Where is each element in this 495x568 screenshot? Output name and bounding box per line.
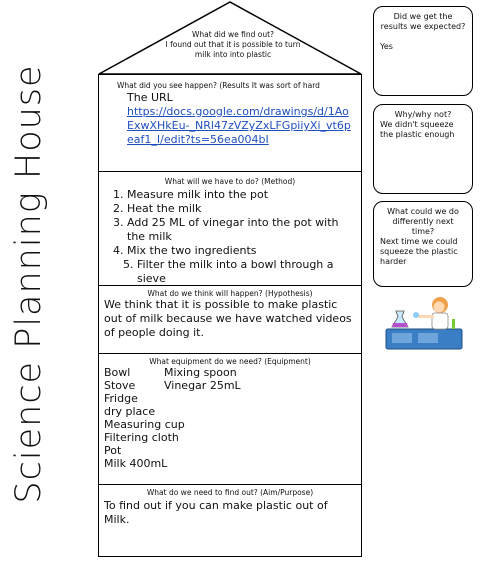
expected-box bbox=[373, 6, 473, 96]
page-title-vertical bbox=[0, 0, 58, 568]
equipment-item: Pot bbox=[104, 444, 122, 457]
roof-question: What did we find out? bbox=[191, 30, 275, 39]
why-question: Why/why not? bbox=[394, 110, 452, 119]
expected-answer: Yes bbox=[380, 42, 393, 51]
why-box bbox=[373, 104, 473, 194]
roof-section bbox=[98, 0, 362, 76]
results-header: What did you see happen? (Results bbox=[117, 81, 250, 90]
results-box bbox=[98, 74, 362, 172]
hypothesis-text: We think that it is possible to make plastic out of milk because we have watched videos of people doing it. bbox=[104, 298, 352, 339]
equipment-item: Bowl bbox=[104, 366, 131, 379]
hypothesis-header: What do we think will happen? (Hypothesis) bbox=[147, 289, 313, 298]
equipment-row bbox=[104, 418, 356, 431]
method-step: 3. Add 25 ML of vinegar into the pot with the milk bbox=[127, 216, 355, 244]
method-step: 4. Mix the two ingredients bbox=[127, 244, 355, 258]
equipment-list bbox=[104, 366, 356, 470]
method-step: 1. Measure milk into the pot bbox=[127, 188, 355, 202]
url-label: The URL bbox=[127, 91, 173, 104]
method-step: 5. Filter the milk into a bowl through a sieve bbox=[137, 258, 355, 286]
equipment-item: Filtering cloth bbox=[104, 431, 179, 444]
equipment-row bbox=[104, 431, 356, 444]
equipment-item: Milk 400mL bbox=[104, 457, 168, 470]
next-time-box bbox=[373, 201, 473, 287]
equipment-item: dry place bbox=[104, 405, 156, 418]
equipment-item: Stove bbox=[104, 379, 136, 392]
equipment-item: Mixing spoon bbox=[164, 366, 237, 379]
equipment-item: Measuring cup bbox=[104, 418, 185, 431]
equipment-item: Vinegar 25mL bbox=[164, 379, 241, 392]
equipment-row bbox=[104, 366, 356, 379]
method-step: 2. Heat the milk bbox=[127, 202, 355, 216]
equipment-row bbox=[104, 457, 356, 470]
next-time-answer: Next time we could squeeze the plastic harder bbox=[380, 237, 458, 266]
equipment-row bbox=[104, 379, 356, 392]
why-answer: We didn't squeeze the plastic enough bbox=[380, 120, 455, 139]
equipment-row bbox=[104, 405, 356, 418]
aim-text: To find out if you can make plastic out of Milk. bbox=[104, 499, 328, 526]
method-box bbox=[98, 172, 362, 286]
equipment-header: What equipment do we need? (Equipment) bbox=[149, 357, 311, 366]
roof-answer: I found out that it is possible to turn milk into into plastic bbox=[165, 40, 301, 59]
equipment-row bbox=[104, 444, 356, 457]
equipment-row bbox=[104, 392, 356, 405]
method-steps bbox=[105, 188, 355, 286]
page-title: Science Planning House bbox=[9, 64, 49, 504]
scientist-illustration bbox=[382, 293, 466, 353]
equipment-item: Fridge bbox=[104, 392, 138, 405]
next-time-question: What could we do differently next time? bbox=[387, 207, 459, 236]
aim-box bbox=[98, 485, 362, 557]
results-header-extra: It was sort of hard bbox=[251, 81, 320, 90]
equipment-box bbox=[98, 354, 362, 485]
drawing-link[interactable]: https://docs.google.com/drawings/d/1AoExwXHkEu-_NRl47zVZyZxLFGpiiyXi_vt6peaf1_I/edit?ts=56ea004bI bbox=[127, 105, 351, 146]
hypothesis-box bbox=[98, 286, 362, 354]
method-header: What will we have to do? (Method) bbox=[164, 177, 296, 186]
aim-header: What do we need to find out? (Aim/Purpose) bbox=[146, 488, 314, 497]
expected-question: Did we get the results we expected? bbox=[380, 12, 466, 31]
